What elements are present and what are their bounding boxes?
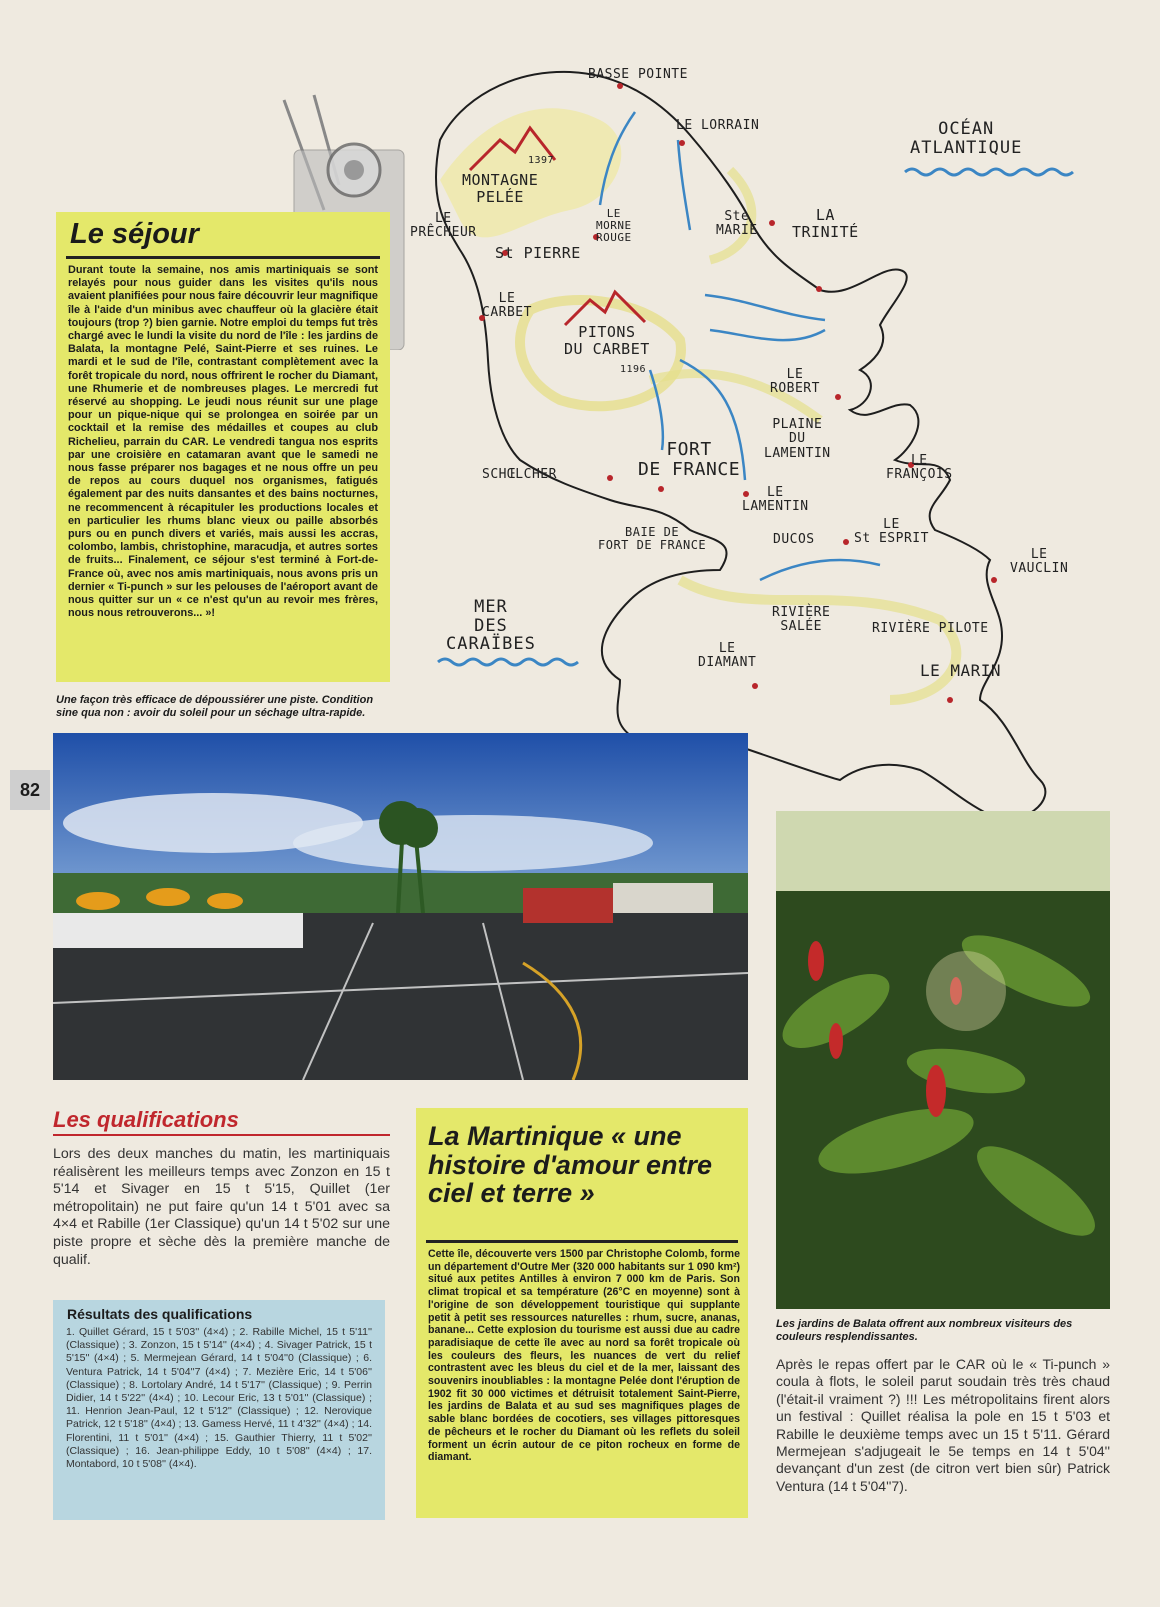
track-washing-photo xyxy=(53,733,748,1080)
map-pelee-altitude: 1397 xyxy=(528,155,555,166)
martinique-title: La Martinique « une histoire d'amour entre ciel et terre » xyxy=(428,1121,712,1208)
map-place-schoelcher: SCHŒLCHER xyxy=(482,467,557,482)
results-body: 1. Quillet Gérard, 15 t 5'03'' (4×4) ; 2. Rabille Michel, 15 t 5'11'' (Classique) ; 3. Zonzon, 15 t 5'14'' (4×4) ; 4. Sivager Patrick, 15 t 5'15'' (4×4) ; 5. Mermejean Gérard, 14 t 5'04''0 (Classique) ; 6. Ventura Patrick, 14 t 5'04''7 (4×4) ; 7. Mezière Eric, 14 t 5'06'' (Classique) ; 8. Lortolary André, 14 t 5'17'' (Classique) ; 9. Perrin Didier, 14 t 5'22'' (4×4) ; 10. Lecour Eric, 13 t 5'01'' (Classique) ; 11. Henrion Jean-Paul, 12 t 5'12'' (Classique) ; 12. Nerovique Patrick, 12 t 5'18'' (4×4) ; 13. Gamess Hervé, 11 t 4'32'' (4×4) ; 14. Florentini, 11 t 5'01'' (4×4) ; 15. Gauthier Thierry, 11 t 5'02'' (Classique) ; 16. Jean-philippe Eddy, 10 t 5'08'' (4×4) ; 17. Montabord, 10 t 5'08'' (4×4). xyxy=(66,1326,372,1471)
map-place-le-lamentin: LE LAMENTIN xyxy=(742,485,809,515)
map-place-morne-rouge: LE MORNE ROUGE xyxy=(596,207,632,245)
results-title: Résultats des qualifications xyxy=(67,1306,253,1322)
map-place-ducos: DUCOS xyxy=(773,532,815,547)
map-place-plaine-du-lamentin: PLAINE DU LAMENTIN xyxy=(764,417,831,461)
sejour-body: Durant toute la semaine, nos amis martiniquais se sont relayés pour nous guider dans les visites qu'ils nous avaient planifiées pour nous faire découvrir leur magnifique île à l'aide d'un minibus avec chauffeur où la glacière était toujours (trop ?) bien garnie. Notre emploi du temps fut très chargé avec le lundi la visite du nord de l'île : les jardins de Balata, la montagne Pelé, Saint-Pierre et ses ruines. Le mardi et le sud de l'île, contrastant complètement avec la forêt tropicale du nord, nous offrirent le rocher du Diamant, une Rhumerie et de nombreuses plages. Le mercredi fut réservé au shopping. Le jeudi nous réunit sur une plage pour un pique-nique qui se prolongea en soirée par un cocktail et la remise des médailles et coupes au club Richelieu, parrain du CAR. Le vendredi tangua nos esprits par une croisière en catamaran avant que le samedi ne nous fasse préparer nos bagages et ne nous offre un peu de repos au cours duquel nos organismes, fatigués également par des nuits dansantes et des bains nocturnes, ne recommencent à récapituler les productions locales et en particulier les rhums blanc vieux ou paille absorbés purs ou en punch divers et variés, mais aussi les accras, colombo, lambis, christophine, maracudja, et autres sortes de fruits... Finalement, ce séjour s'est terminé à Fort-de-France où, avec nos amis martiniquais, nous avons pris un dernier « Ti-punch » sur les pelouses de l'aéroport avant de nous quitter sur un « ce n'est qu'un au revoir mes frères, nous nous retrouverons... »! xyxy=(68,264,378,620)
sejour-title: Le séjour xyxy=(70,218,199,250)
martinique-body: Cette île, découverte vers 1500 par Christophe Colomb, forme un département d'Outre Mer (320 000 habitants sur 1 090 km²) situé aux petites Antilles à environ 7 000 km de Paris. Son climat tropical et sa température (26°C en moyenne) sont à l'origine de son développement touristique qui supplante petit à petit ses ressources naturelles : rhum, sucre, ananas, banane... Cette explosion du tourisme est aussi due au cadre paradisiaque de cette île avec au nord sa forêt tropicale où les couleurs des fleurs, les nuances de vert du relief contrastent avec les bleus du ciel et de la mer, laissant des souvenirs inoubliables : la montagne Pelée dont l'éruption de 1902 fit 30 000 victimes et détruisit totalement Saint-Pierre, les jardins de Balata et au sud ses magnifiques plages de sable blanc bordées de cocotiers, ses villages pittoresques de pêcheurs et le rocher du Diamant où les reflets du soleil forment un écrin autour de ce piton rocheux en forme de diamant. xyxy=(428,1248,740,1464)
balata-caption: Les jardins de Balata offrent aux nombreux visiteurs des couleurs resplendissantes. xyxy=(776,1318,1073,1343)
map-place-riviere-pilote: RIVIÈRE PILOTE xyxy=(872,621,989,636)
map-place-le-carbet: LE CARBET xyxy=(482,291,532,321)
map-place-pitons-du-carbet: PITONS DU CARBET xyxy=(564,323,650,358)
sejour-divider xyxy=(66,256,380,259)
ocean-label: OCÉAN ATLANTIQUE xyxy=(910,119,1023,158)
sejour-box xyxy=(56,212,390,682)
map-place-le-lorrain: LE LORRAIN xyxy=(676,118,760,133)
map-place-le-marin: LE MARIN xyxy=(920,661,1002,680)
martinique-box xyxy=(416,1108,748,1518)
map-place-baie-fort-de-france: BAIE DE FORT DE FRANCE xyxy=(598,525,707,553)
map-place-st-pierre: St PIERRE xyxy=(495,244,581,262)
martinique-divider xyxy=(426,1240,738,1243)
map-place-le-robert: LE ROBERT xyxy=(770,367,820,397)
page-number: 82 xyxy=(10,770,50,810)
martinique-map xyxy=(410,60,1110,840)
map-place-le-vauclin: LE VAUCLIN xyxy=(1010,547,1069,577)
qualifications-title: Les qualifications xyxy=(53,1107,239,1132)
map-place-ste-marie: Ste MARIE xyxy=(716,209,758,239)
map-place-montagne-pelee: MONTAGNE PELÉE xyxy=(462,171,539,206)
map-place-le-francois: LE FRANÇOIS xyxy=(886,453,953,483)
map-place-fort-de-france: FORT DE FRANCE xyxy=(638,439,741,480)
balata-garden-photo xyxy=(776,811,1110,1309)
map-pitons-altitude: 1196 xyxy=(620,364,647,375)
map-place-basse-pointe: BASSE POINTE xyxy=(588,67,688,82)
photo1-caption: Une façon très efficace de dépoussiérer une piste. Condition sine qua non : avoir du soleil pour un séchage ultra-rapide. xyxy=(56,694,374,719)
sea-label: MER DES CARAÏBES xyxy=(446,597,536,655)
map-place-la-trinite: LA TRINITÉ xyxy=(792,206,859,241)
qualifications-rule xyxy=(53,1134,390,1136)
map-place-riviere-salee: RIVIÈRE SALÉE xyxy=(772,605,831,635)
results-box xyxy=(53,1300,385,1520)
apres-body: Après le repas offert par le CAR où le « Ti-punch » coula à flots, le soleil parut soudain très très chaud (l'était-il vraiment ?) !!! Les métropolitains firent alors un festival : Quillet réalisa la pole en 15 t 5'03 et Rabille le deuxième temps avec un 15 t 5'11. Gérard Mermejean s'adjugeait le 5e temps en 14 t 5'04'' devançant d'un zest (de citron vert bien sûr) Patrick Ventura (14 t 5'04''7). xyxy=(776,1356,1110,1494)
map-place-st-esprit: LE St ESPRIT xyxy=(854,517,929,547)
map-place-le-precheur: LE PRÊCHEUR xyxy=(410,211,477,241)
map-place-le-diamant: LE DIAMANT xyxy=(698,641,757,671)
qualifications-body: Lors des deux manches du matin, les martiniquais réalisèrent les meilleurs temps avec Zonzon en 15 t 5'14 et Sivager en 15 t 5'15, Quillet (1er métropolitain) ne put faire qu'un 14 t 5'01 avec sa 4×4 et Rabille (1er Classique) qu'un 14 t 5'02 sur une piste propre et sèche dès la première manche de qualif. xyxy=(53,1146,390,1268)
